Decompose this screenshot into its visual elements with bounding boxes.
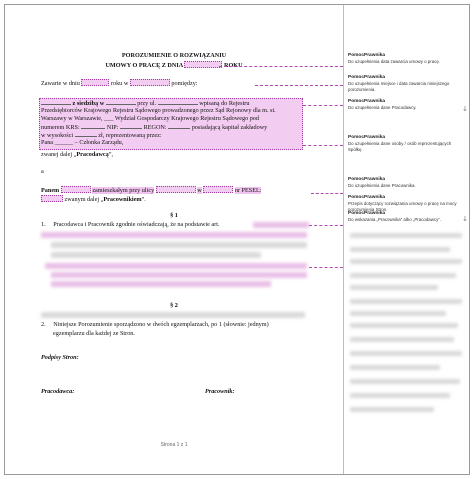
company-registered: wpisaną do Rejestru (199, 100, 250, 107)
document-body (5, 5, 343, 474)
capital-prefix: w wysokości (41, 132, 74, 139)
company-line2: Przedsiębiorców Krajowego Rejestru Sądowego prowadzonego przez Sąd Rejonowy dla m. st. (41, 107, 276, 114)
comment-author: PomocPrawnika (348, 135, 386, 140)
comments-pane (343, 5, 470, 474)
regon-label: REGON: (143, 124, 167, 131)
concluded-mid: roku w (110, 80, 129, 87)
s2-item2-line2: egzemplarzu dla każdej ze Stron. (53, 330, 135, 337)
title-suffix: ROKU (224, 62, 243, 69)
comment-text: Do wskazania „Pracownika” albo „Pracodawcy”. (348, 217, 441, 222)
employee-prefix: Panem (41, 187, 60, 194)
comment-author: PomocPrawnika (348, 99, 386, 104)
company-seat-blank (106, 99, 136, 105)
employee-line2 (41, 195, 146, 204)
employee-w: w (197, 187, 202, 194)
employer-signature-label: Pracodawca: (41, 388, 75, 395)
concluded-line (41, 79, 198, 88)
redacted-text (253, 222, 309, 228)
employer-called-line (41, 151, 113, 159)
redacted-text (41, 312, 305, 318)
comment-connector (303, 105, 343, 106)
employee-called: zwanym dalej „ (64, 196, 104, 203)
employer-called-end: ”, (108, 151, 113, 158)
employee-term: Pracownikiem (103, 196, 142, 203)
title-line1 (5, 52, 343, 60)
comment-author: PomocPrawnika (348, 75, 386, 80)
document-page (4, 4, 470, 475)
capital-label: posiadającą kapitał zakładowy (191, 124, 268, 131)
employee-signature-label: Pracownik: (205, 388, 235, 395)
s2-item2-text: Niniejsze Porozumienie sporządzono w dwóch egzemplarzach, po 1 (słownie: jednym) (53, 321, 269, 328)
employer-called: zwanej dalej „ (41, 151, 77, 158)
comment-author: PomocPrawnika (348, 195, 386, 200)
section-2-heading: § 2 (170, 302, 178, 309)
krs-blank (81, 123, 105, 129)
redacted-text (51, 281, 271, 287)
comment-connector (255, 85, 343, 86)
redacted-comment (350, 247, 450, 252)
nip-label: NIP: (106, 124, 119, 131)
s2-item2 (41, 321, 269, 329)
redacted-comment (350, 379, 460, 384)
company-name-blank (41, 99, 71, 105)
comment-connector (309, 267, 343, 268)
redacted-text (51, 242, 307, 248)
company-seat-label: z siedzibą w (72, 100, 105, 107)
title-prefix: UMOWY O PRACĘ Z DNIA (105, 62, 183, 69)
comment-connector (219, 66, 343, 67)
redacted-comment (350, 365, 440, 370)
concluded-date-field[interactable] (81, 79, 109, 86)
comment-text: Do uzupełnienia dane Pracownika. (348, 183, 416, 188)
nip-blank (120, 123, 142, 129)
employer-term: Pracodawcą (76, 151, 109, 158)
comment-text: Do uzupełnienia dane Pracodawcy. (348, 105, 417, 110)
redacted-comment (350, 393, 450, 398)
employee-name-field[interactable] (61, 186, 91, 193)
comment-5[interactable] (348, 177, 466, 189)
concluded-suffix: pomiędzy: (171, 80, 198, 87)
employee-lives: zamieszkałym przy ulicy (92, 187, 155, 194)
redacted-text (41, 232, 307, 238)
comment-text: Do uzupełnienia data zawarcia umowy o pracę. (348, 59, 441, 64)
comment-2[interactable] (348, 75, 466, 92)
capital-blank (75, 131, 97, 137)
comment-connector (309, 225, 343, 226)
comment-1[interactable] (348, 53, 466, 65)
expand-arrow-icon[interactable]: ↓ (462, 105, 468, 113)
employee-city-field[interactable] (203, 186, 233, 193)
concluded-place-field[interactable] (130, 79, 170, 86)
concluded-prefix: Zawarte w dniu (41, 80, 80, 87)
comment-author: PomocPrawnika (348, 177, 386, 182)
redacted-comment (350, 323, 458, 328)
comment-connector (303, 145, 343, 146)
section-1-heading: § 1 (170, 212, 178, 219)
redacted-text (45, 263, 307, 269)
employee-pesel-field[interactable] (41, 195, 63, 202)
title-date-field[interactable] (184, 61, 222, 68)
signatures-heading: Podpisy Stron: (41, 354, 79, 361)
company-line3: Warszawy w Warszawie, ___ Wydział Gospodarczy Krajowego Rejestru Sądowego pod (41, 115, 259, 122)
redacted-comment (350, 299, 462, 304)
company-line6: Pana ______ – Członka Zarządu, (41, 139, 124, 146)
redacted-comment (350, 273, 456, 278)
s2-item2-num: 2. (41, 321, 46, 328)
krs-label: numerem KRS: (41, 124, 80, 131)
redacted-text (51, 252, 261, 258)
employee-called-end: ”. (141, 196, 146, 203)
comment-author: PomocPrawnika (348, 211, 386, 216)
company-street-blank (158, 99, 198, 105)
comment-3[interactable] (348, 99, 466, 111)
and-word: a (41, 168, 44, 175)
redacted-comment (350, 259, 462, 264)
redacted-comment (350, 311, 446, 316)
redacted-comment (350, 407, 434, 412)
comment-4[interactable] (348, 135, 466, 152)
redacted-comment (350, 233, 462, 238)
comment-connector (311, 193, 343, 194)
comment-text: Przepis dotyczący rozwiązania umowy o pracę na mocy porozumienia Stron. (348, 201, 457, 212)
page-indicator: Strona 1 z 1 (160, 442, 188, 448)
employee-street-field[interactable] (156, 186, 196, 193)
comment-6[interactable] (348, 195, 466, 212)
redacted-comment (350, 337, 454, 342)
represented-by: zł, reprezentowaną przez: (98, 132, 162, 139)
comment-text: Do uzupełnienia miejsce i data zawarcia niniejszego porozumienia. (348, 81, 450, 92)
s1-item1-text: Pracodawca i Pracownik zgodnie oświadczają, że na podstawie art. (53, 221, 220, 228)
company-street-label: przy ul. (137, 100, 157, 107)
regon-blank (168, 123, 190, 129)
redacted-comment (350, 351, 462, 356)
title-text: POROZUMIENIE O ROZWIĄZANIU (121, 52, 227, 59)
redacted-text (51, 272, 307, 278)
comment-7[interactable] (348, 211, 466, 223)
expand-arrow-icon[interactable]: ↓ (462, 215, 468, 223)
s1-item1-num: 1. (41, 221, 46, 228)
comment-author: PomocPrawnika (348, 53, 386, 58)
comment-text: Do uzupełnienia dane osoby / osób reprezentujących Spółkę. (348, 141, 452, 152)
redacted-comment (350, 285, 438, 290)
employee-line1 (41, 186, 261, 195)
s1-item1 (41, 221, 220, 229)
employee-pesel-label: nr PESEL: (234, 187, 262, 194)
